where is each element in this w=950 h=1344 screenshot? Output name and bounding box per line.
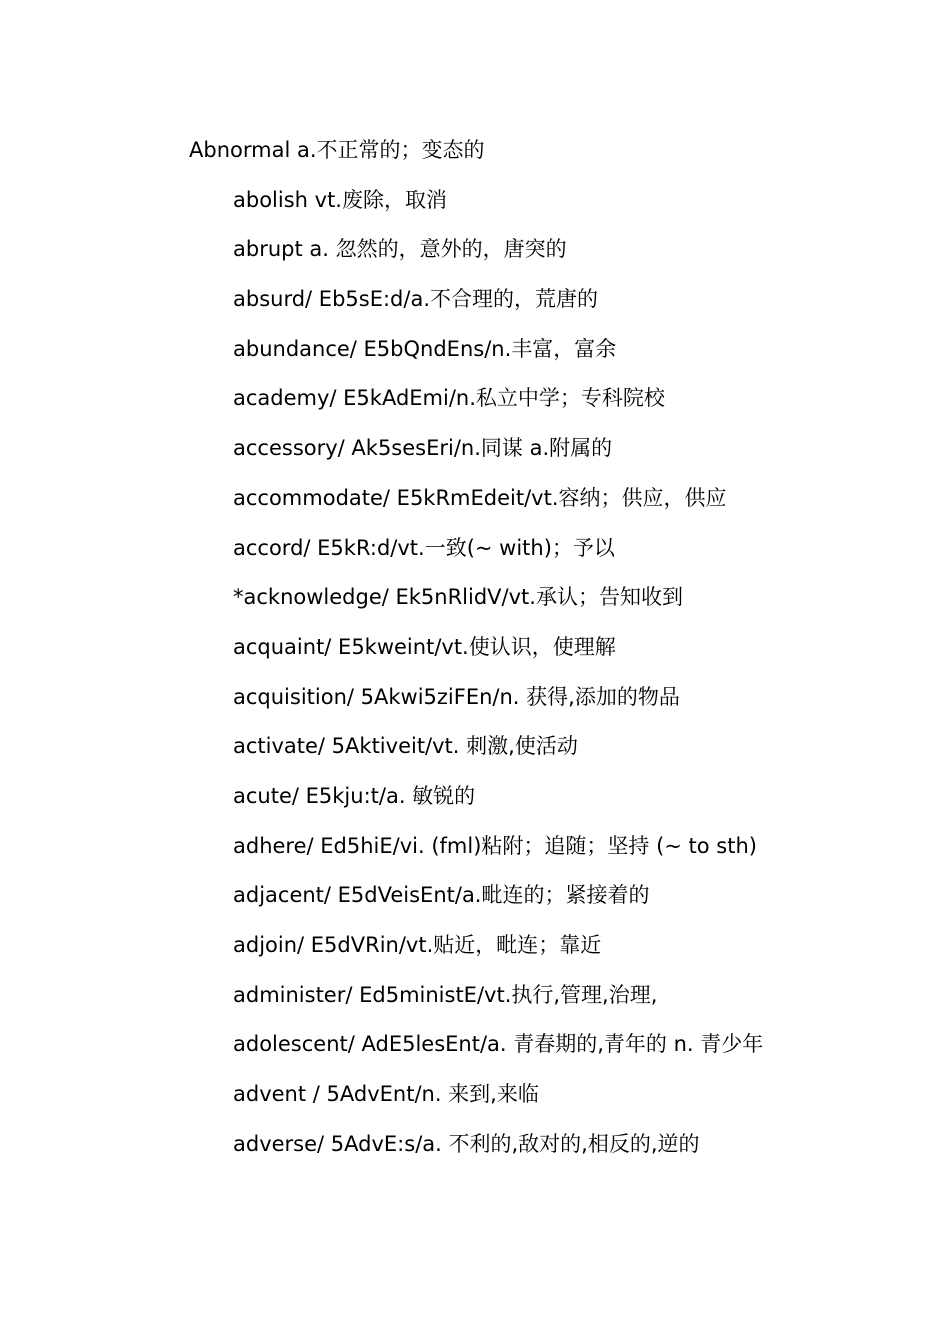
vocab-entry-activate: activate/ 5Aktiveit/vt. 刺激,使活动 (233, 734, 578, 759)
vocab-entry-abnormal: Abnormal a.不正常的；变态的 (189, 138, 485, 162)
vocab-entry-accommodate: accommodate/ E5kRmEdeit/vt.容纳；供应，供应 (233, 485, 727, 510)
vocab-entry-adjoin: adjoin/ E5dVRin/vt.贴近，毗连；靠近 (233, 933, 602, 957)
vocab-entry-adverse: adverse/ 5AdvE:s/a. 不利的,敌对的,相反的,逆的 (233, 1131, 700, 1156)
vocab-entry-abundance: abundance/ E5bQndEns/n.丰富，富余 (233, 336, 617, 361)
vocab-entry-adhere: adhere/ Ed5hiE/vi. (fml)粘附；追随；坚持 (~ to sth) (233, 833, 757, 858)
vocab-entry-adjacent: adjacent/ E5dVeisEnt/a.毗连的；紧接着的 (233, 883, 650, 908)
vocab-entry-administer: administer/ Ed5ministE/vt.执行,管理,治理, (233, 982, 658, 1007)
vocab-entry-advent: advent / 5AdvEnt/n. 来到,来临 (233, 1082, 539, 1107)
vocab-entry-accessory: accessory/ Ak5sesEri/n.同谋 a.附属的 (233, 436, 613, 461)
vocab-entry-acquisition: acquisition/ 5Akwi5ziFEn/n. 获得,添加的物品 (233, 684, 680, 709)
vocabulary-list (0, 128, 950, 1171)
vocab-entry-academy: academy/ E5kAdEmi/n.私立中学；专科院校 (233, 386, 665, 411)
vocab-entry-abrupt: abrupt a. 忽然的，意外的，唐突的 (233, 237, 567, 262)
vocab-entry-abolish: abolish vt.废除，取消 (233, 187, 447, 212)
vocab-entry-acute: acute/ E5kju:t/a. 敏锐的 (233, 783, 476, 808)
vocab-entry-accord: accord/ E5kR:d/vt.一致(~ with)；予以 (233, 535, 615, 560)
vocab-entry-adolescent: adolescent/ AdE5lesEnt/a. 青春期的,青年的 n. 青少年 (233, 1032, 764, 1057)
vocab-entry-acquaint: acquaint/ E5kweint/vt.使认识，使理解 (233, 634, 616, 659)
vocab-entry-acknowledge: *acknowledge/ Ek5nRlidV/vt.承认；告知收到 (233, 585, 683, 610)
vocab-entry-absurd: absurd/ Eb5sE:d/a.不合理的，荒唐的 (233, 287, 598, 312)
